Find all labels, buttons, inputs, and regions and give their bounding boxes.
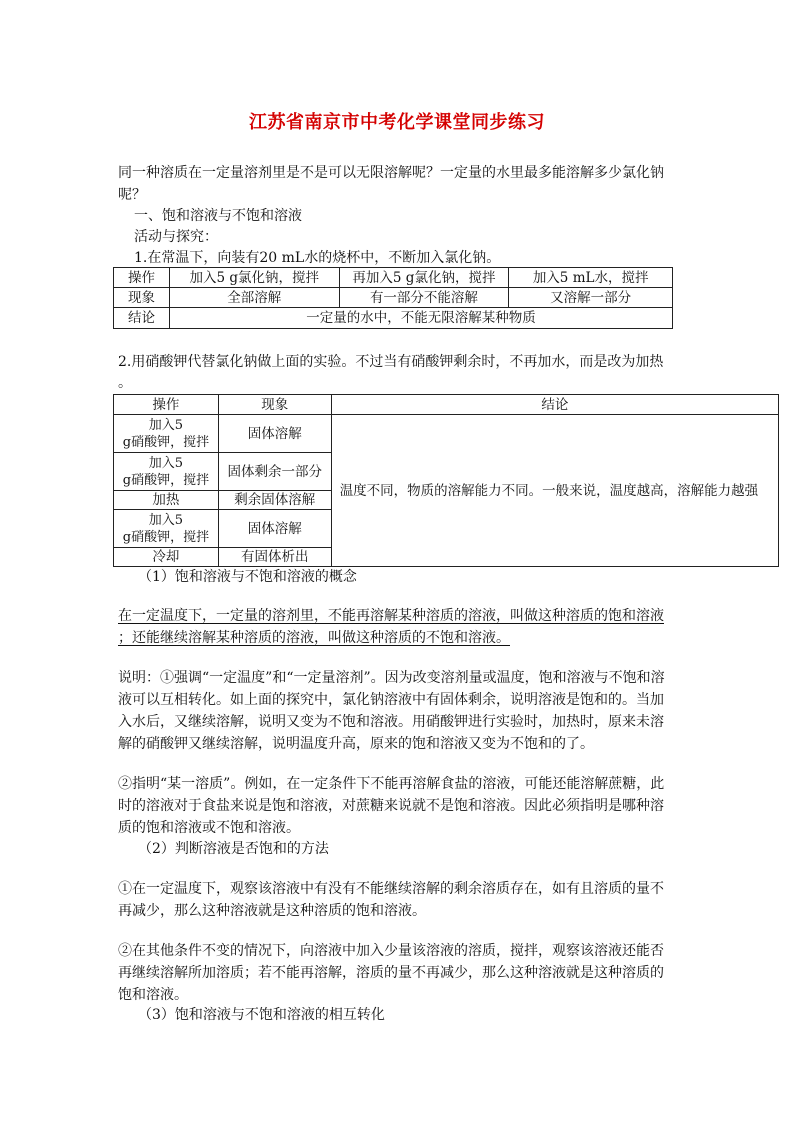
op-line: 加入5 (148, 455, 184, 471)
intro-line-1: 同一种溶质在一定量溶剂里是不是可以无限溶解呢？一定量的水里最多能溶解多少氯化钠 (118, 165, 664, 181)
table-sodium-chloride (113, 267, 673, 329)
method2-line-2: 再继续溶解所加溶质；若不能再溶解，溶质的量不再减少，那么这种溶液就是这种溶质的 (118, 965, 664, 981)
intro-line-2: 呢？ (118, 187, 146, 203)
table1-conclusion-cell: 一定量的水中，不能无限溶解某种物质 (169, 308, 672, 329)
table2-operation-cell: 冷却 (114, 548, 219, 567)
concept-heading: （1）饱和溶液与不饱和溶液的概念 (138, 569, 357, 585)
table2-operation-cell (114, 415, 219, 453)
table2-header-cell: 现象 (218, 395, 331, 415)
judge-heading: （2）判断溶液是否饱和的方法 (138, 841, 329, 857)
method1-line-2: 再减少，那么这种溶液就是这种溶质的饱和溶液。 (118, 903, 426, 919)
table2-phenomenon-cell: 固体溶解 (218, 510, 331, 548)
definition-line-2: ；还能继续溶解某种溶质的溶液，叫做这种溶质的不饱和溶液。 (118, 630, 510, 646)
method1-line-1: ①在一定温度下，观察该溶液中有没有不能继续溶解的剩余溶质存在，如有且溶质的量不 (118, 881, 664, 897)
op-line: g硝酸钾，搅拌 (122, 472, 210, 488)
table2-phenomenon-cell: 固体剩余一部分 (218, 453, 331, 491)
note2-line-1: ②指明“某一溶质”。例如，在一定条件下不能再溶解食盐的溶液，可能还能溶解蔗糖，此 (118, 776, 665, 792)
experiment-1-text: 1.在常温下，向装有20 mL水的烧杯中，不断加入氯化钠。 (134, 250, 501, 266)
op-line: g硝酸钾，搅拌 (122, 529, 210, 545)
activity-heading: 活动与探究： (134, 229, 218, 245)
table1-cell: 加入5 g氯化钠，搅拌 (169, 268, 339, 288)
op-line: 加入5 (148, 417, 184, 433)
table2-header-cell: 结论 (331, 395, 778, 415)
table2-header-row (114, 395, 779, 415)
method2-line-3: 饱和溶液。 (118, 987, 188, 1003)
table1-cell: 操作 (114, 268, 170, 288)
op-line: 加入5 (148, 512, 184, 528)
table1-cell: 又溶解一部分 (509, 288, 673, 308)
table1-row-operation (114, 268, 673, 288)
table2-phenomenon-cell: 剩余固体溶解 (218, 491, 331, 510)
table2-phenomenon-cell: 有固体析出 (218, 548, 331, 567)
table2-operation-cell (114, 453, 219, 491)
note2-line-3: 质的饱和溶液或不饱和溶液。 (118, 820, 300, 836)
table1-cell: 全部溶解 (169, 288, 339, 308)
table2-header-cell: 操作 (114, 395, 219, 415)
table1-cell: 现象 (114, 288, 170, 308)
op-line: g硝酸钾，搅拌 (122, 434, 210, 450)
table1-cell: 再加入5 g氯化钠，搅拌 (339, 268, 509, 288)
document-title: 江苏省南京市中考化学课堂同步练习 (249, 112, 545, 133)
method2-line-1: ②在其他条件不变的情况下，向溶液中加入少量该溶液的溶质，搅拌，观察该溶液还能否 (118, 943, 664, 959)
note1-line-2: 液可以互相转化。如上面的探究中，氯化钠溶液中有固体剩余，说明溶液是饱和的。当加 (118, 692, 664, 708)
definition-line-1: 在一定温度下，一定量的溶剂里，不能再溶解某种溶质的溶液，叫做这种溶质的饱和溶液 (118, 608, 664, 624)
section-heading-1: 一、饱和溶液与不饱和溶液 (134, 208, 302, 224)
table2-phenomenon-cell: 固体溶解 (218, 415, 331, 453)
experiment-2-line-1: 2.用硝酸钾代替氯化钠做上面的实验。不过当有硝酸钾剩余时，不再加水，而是改为加热 (118, 354, 664, 370)
table1-row-conclusion (114, 308, 673, 329)
note1-line-1: 说明：①强调“一定温度”和“一定量溶剂”。因为改变溶剂量或温度，饱和溶液与不饱和溶 (118, 670, 665, 686)
table1-row-phenomenon (114, 288, 673, 308)
note2-line-2: 时的溶液对于食盐来说是饱和溶液，对蔗糖来说就不是饱和溶液。因此必须指明是哪种溶 (118, 798, 664, 814)
convert-heading: （3）饱和溶液与不饱和溶液的相互转化 (138, 1007, 385, 1023)
table1-cell: 加入5 mL水，搅拌 (509, 268, 673, 288)
table2-row (114, 415, 779, 453)
table2-operation-cell (114, 510, 219, 548)
table2-operation-cell: 加热 (114, 491, 219, 510)
table1-cell: 有一部分不能溶解 (339, 288, 509, 308)
experiment-2-line-2: 。 (118, 375, 132, 391)
note1-line-4: 解的硝酸钾又继续溶解，说明温度升高，原来的饱和溶液又变为不饱和的了。 (118, 736, 594, 752)
table-potassium-nitrate (113, 394, 779, 567)
table1-cell: 结论 (114, 308, 170, 329)
note1-line-3: 入水后，又继续溶解，说明又变为不饱和溶液。用硝酸钾进行实验时，加热时，原来未溶 (118, 714, 664, 730)
table2-conclusion-cell: 温度不同，物质的溶解能力不同。一般来说，温度越高，溶解能力越强 (331, 415, 778, 567)
